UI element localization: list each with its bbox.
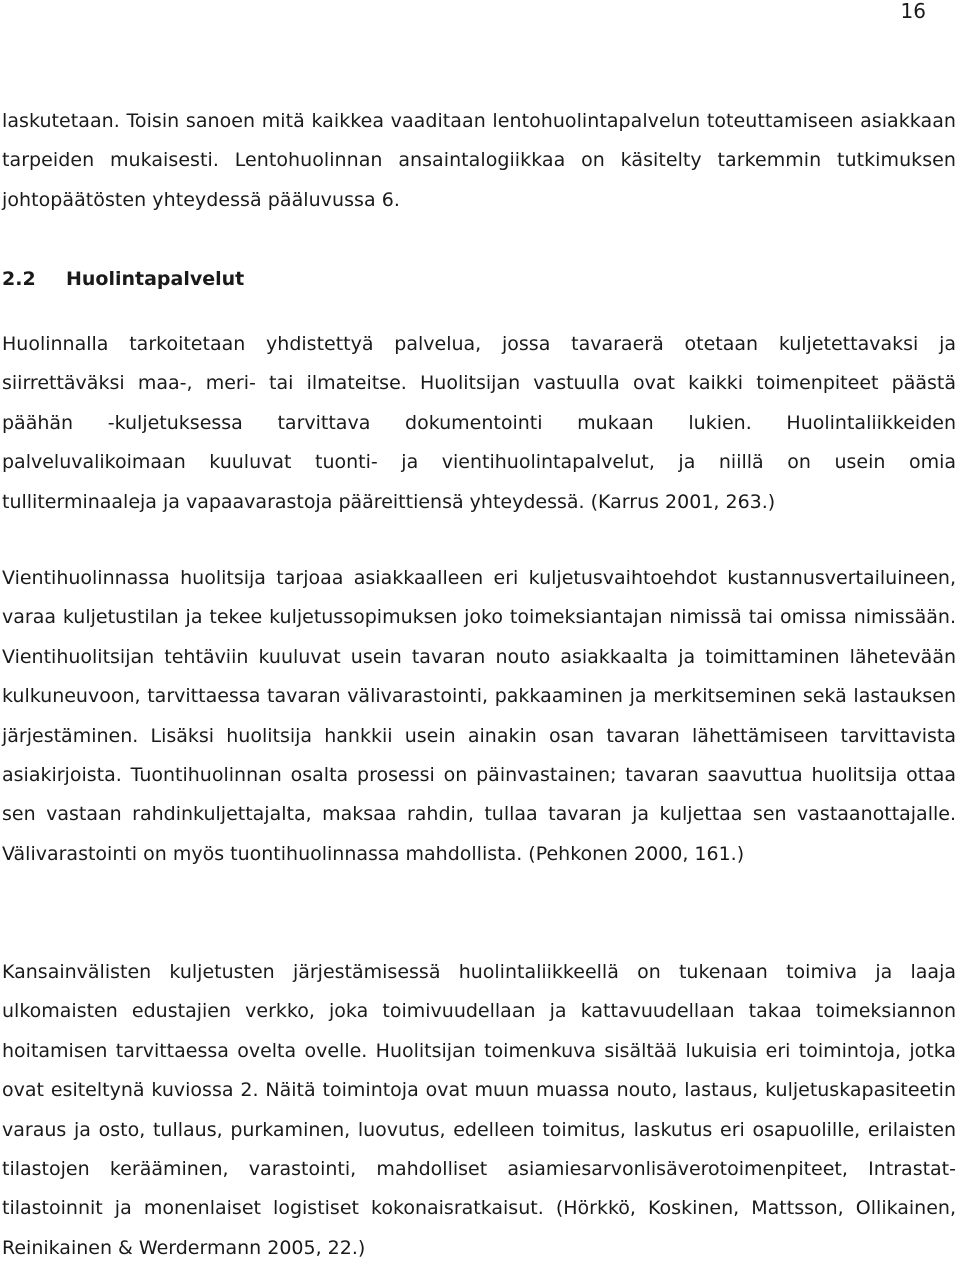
paragraph-4: Kansainvälisten kuljetusten järjestämisessä huolintaliikkeellä on tukenaan toimiva ja laaja ulkomaisten edustajien verkko, joka toimivuudellaan ja kattavuudellaan takaa toimeksiannon hoitamisen tarvittaessa ovelta ovelle. Huolitsijan toimenkuva sisältää lukuisia eri toimintoja, jotka ovat esiteltynä kuviossa 2. Näitä toimintoja ovat muun muassa nouto, lastaus, kuljetuskapasiteetin varaus ja osto, tullaus, purkaminen, luovutus, edelleen toimitus, laskutus eri osapuolille, erilaisten tilastojen kerääminen, varastointi, mahdolliset asiamiesarvonlisäverotoimenpiteet, Intrastat-tilastoinnit ja monenlaiset logistiset kokonaisratkaisut. (Hörkkö, Koskinen, Mattsson, Ollikainen, Reinikainen & Werdermann 2005, 22.) — [2, 961, 956, 1259]
section-title: Huolintapalvelut — [66, 268, 245, 290]
document-body — [2, 102, 956, 1259]
paragraph-1: laskutetaan. Toisin sanoen mitä kaikkea vaaditaan lentohuolintapalvelun toteuttamiseen asiakkaan tarpeiden mukaisesti. Lentohuolinnan ansaintalogiikkaa on käsitelty tarkemmin tutkimuksen johtopäätösten yhteydessä pääluvussa 6. — [2, 110, 956, 211]
section-number: 2.2 — [2, 268, 36, 290]
paragraph-3: Vientihuolinnassa huolitsija tarjoaa asiakkaalleen eri kuljetusvaihtoehdot kustannusvertailuineen, varaa kuljetustilan ja tekee kuljetussopimuksen joko toimeksiantajan nimissä tai omissa nimissään. Vientihuolitsijan tehtäviin kuuluvat usein tavaran nouto asiakkaalta ja toimittaminen lähetevään kulkuneuvoon, tarvittaessa tavaran välivarastointi, pakkaaminen ja merkitseminen sekä lastauksen järjestäminen. Lisäksi huolitsija hankkii usein ainakin osan tavaran lähettämiseen tarvittavista asiakirjoista. Tuontihuolinnan osalta prosessi on päinvastainen; tavaran saavuttua huolitsija ottaa sen vastaan rahdinkuljettajalta, maksaa rahdin, tullaa tavaran ja kuljettaa sen vastaanottajalle. Välivarastointi on myös tuontihuolinnassa mahdollista. (Pehkonen 2000, 161.) — [2, 567, 956, 865]
paragraph-2: Huolinnalla tarkoitetaan yhdistettyä palvelua, jossa tavaraerä otetaan kuljetettavaksi ja siirrettäväksi maa-, meri- tai ilmateitse. Huolitsijan vastuulla ovat kaikki toimenpiteet päästä päähän -kuljetuksessa tarvittava dokumentointi mukaan lukien. Huolintaliikkeiden palveluvalikoimaan kuuluvat tuonti- ja vientihuolintapalvelut, ja niillä on usein omia tulliterminaaleja ja vapaavarastoja pääreittiensä yhteydessä. (Karrus 2001, 263.) — [2, 333, 956, 513]
page-number: 16 — [900, 0, 926, 23]
section-heading — [2, 267, 244, 291]
